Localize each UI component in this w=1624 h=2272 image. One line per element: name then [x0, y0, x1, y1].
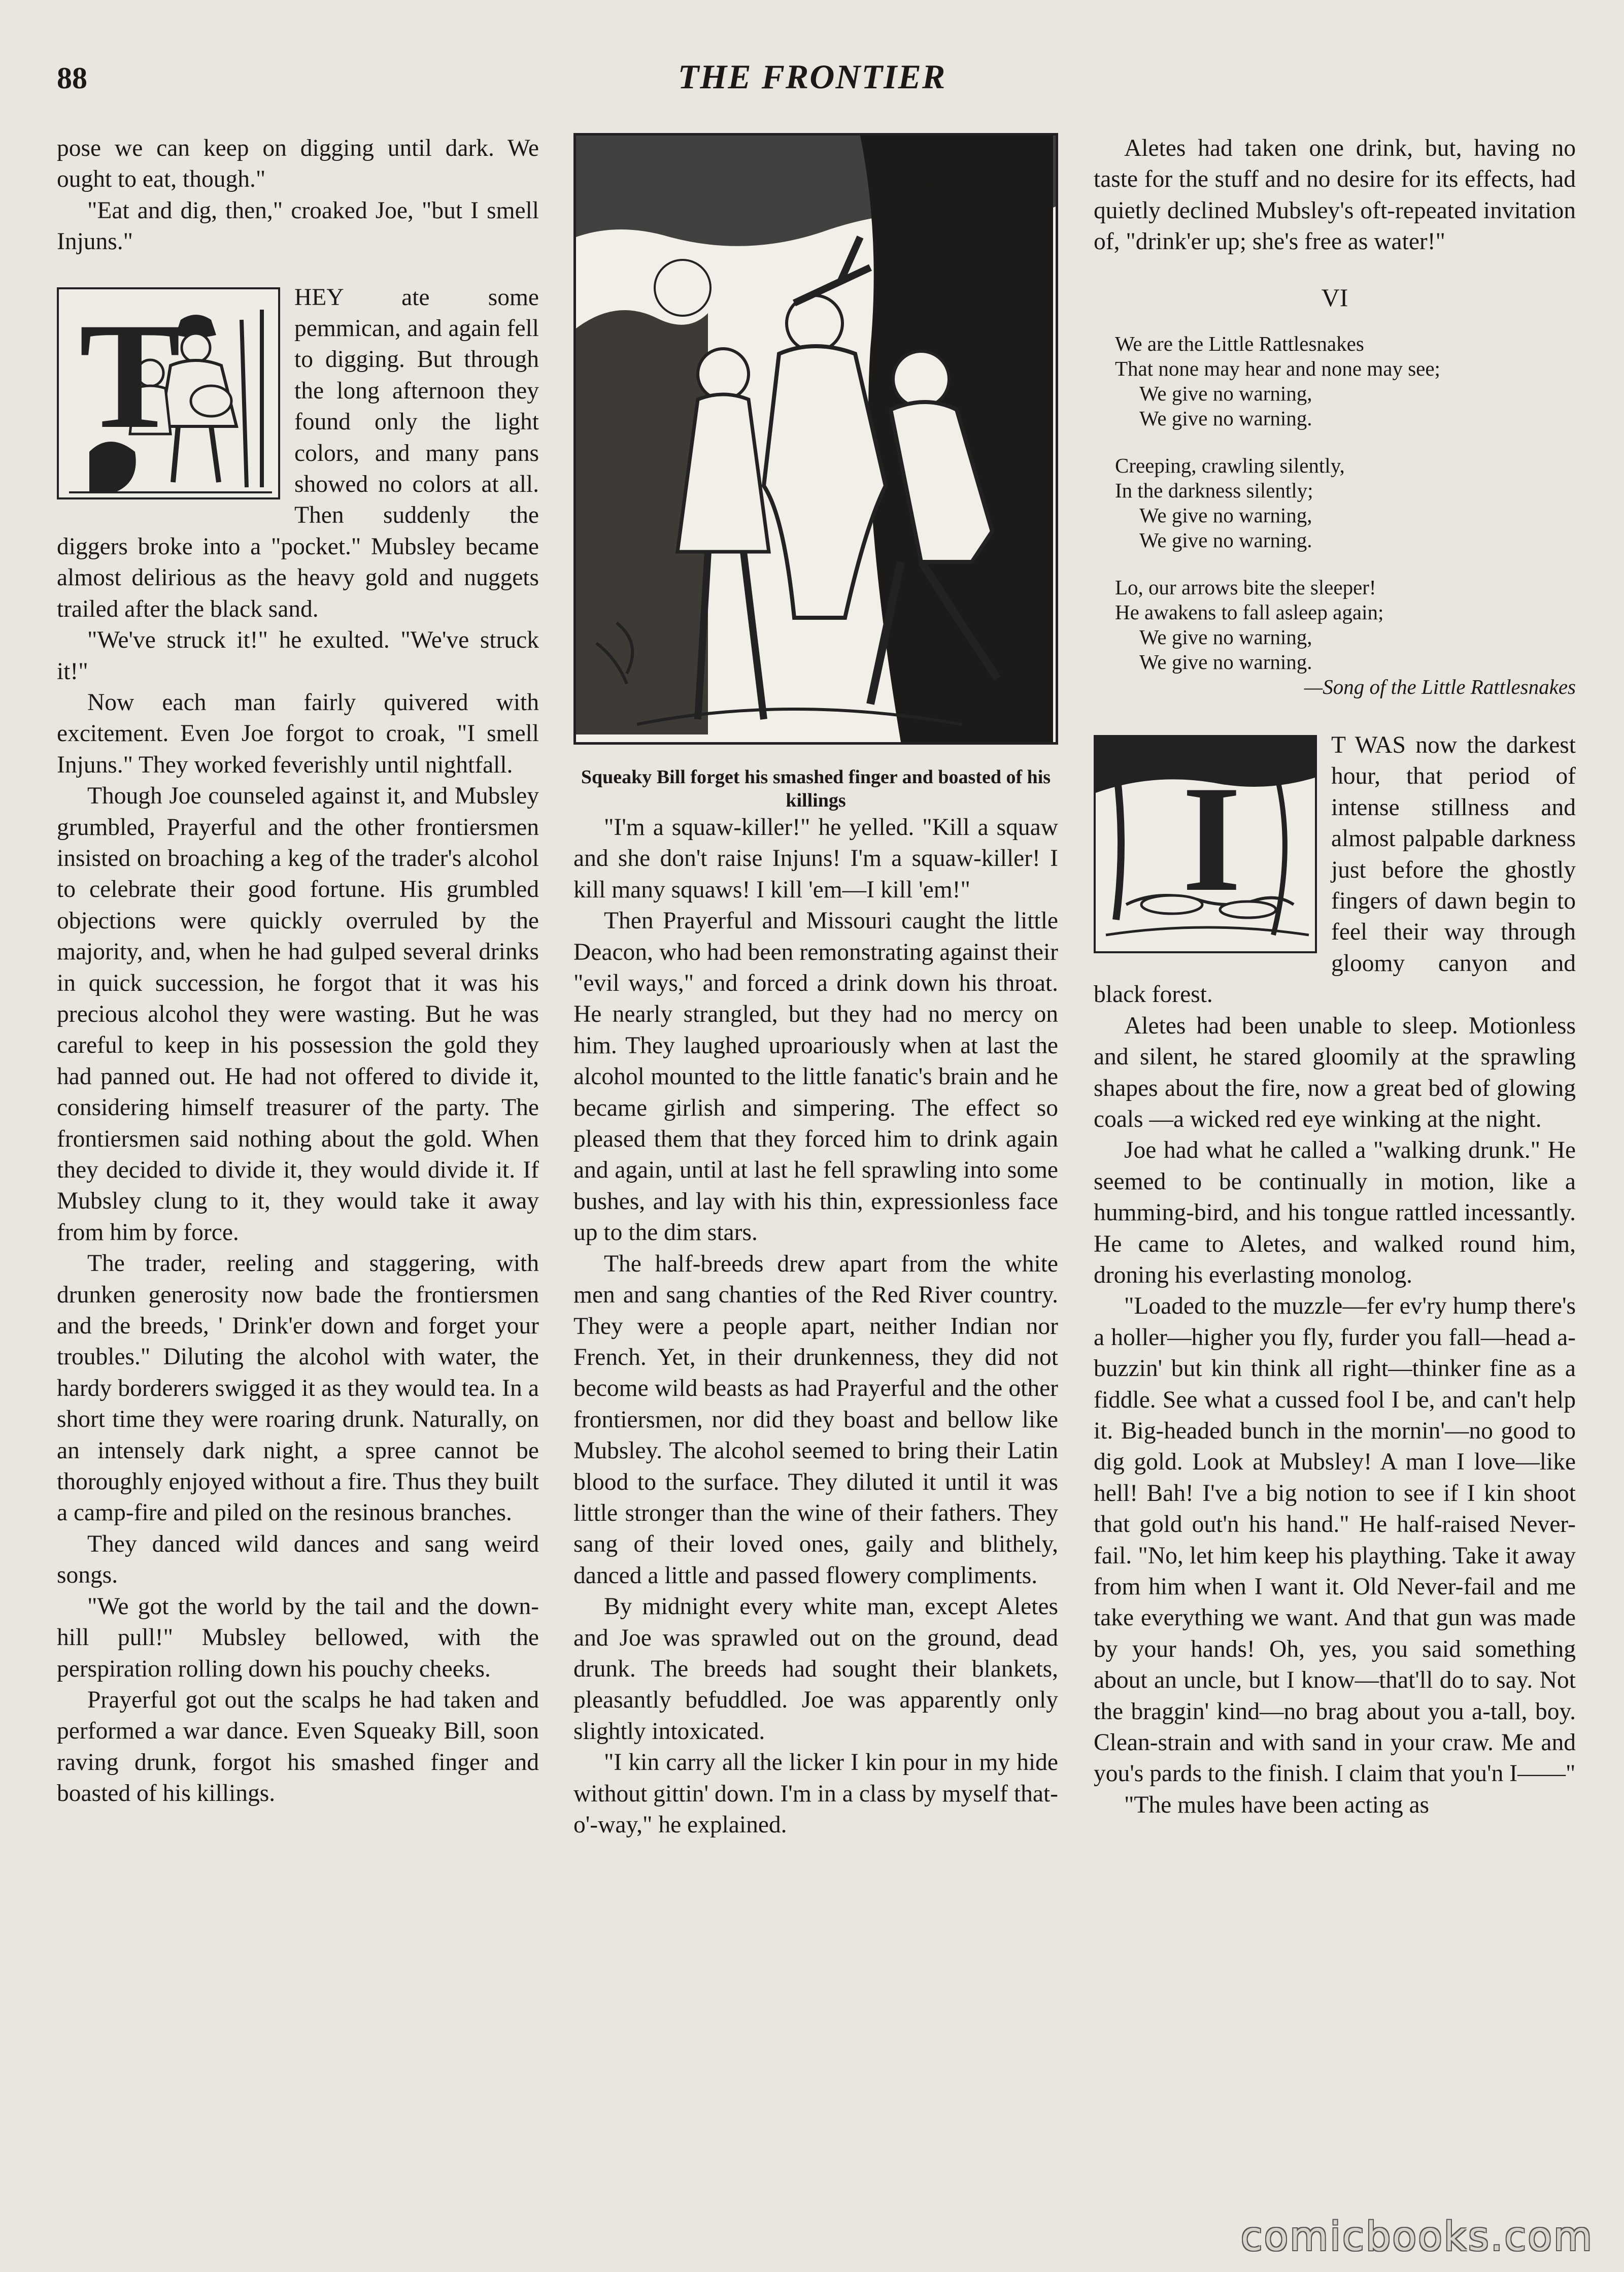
paragraph: Joe had what he called a "walking drunk." He seemed to be continually in motion, like a humming-bird, and his tongue rattled incessantly. He came to Aletes, and walked round him, droning his everlasting monolog. — [1094, 1137, 1576, 1288]
poem-line: He awakens to fall asleep again; — [1115, 600, 1384, 624]
poem-line: We give no warning. — [1139, 407, 1312, 430]
dropcap-letter: T — [79, 291, 181, 460]
dropcap-illustration — [1094, 735, 1317, 953]
paragraph: "The mules have been acting as — [1124, 1791, 1430, 1818]
poem-line: Lo, our arrows bite the sleeper! — [1115, 576, 1376, 599]
paragraph: Though Joe counseled against it, and Mubsley grumbled, Prayerful and the other frontiersmen insisted on broaching a keg of the trader's alcohol to celebrate their good fortune. His grumbled objections were quickly overruled by the majority, and, when he had gulped several drinks in quick succession, he forgot that it was his precious alcohol they were wasting. But he was careful to keep in his possession the gold they had panned out. He had not offered to divide it, considering himself treasurer of the party. The frontiersmen said nothing about the gold. When they decided to divide it, they would divide it. If Mubsley clung to it, they would take it away from him by force. — [57, 783, 539, 1246]
poem-stanza — [1115, 575, 1576, 699]
dropcap-letter: I — [1182, 754, 1241, 923]
story-illustration — [573, 133, 1058, 745]
poem-attribution: —Song of the Little Rattlesnakes — [1304, 675, 1576, 699]
running-head-title: THE FRONTIER — [678, 57, 946, 96]
section-number: VI — [1321, 283, 1348, 312]
paragraph: They danced wild dances and sang weird songs. — [57, 1530, 539, 1589]
poem-line: We give no warning, — [1139, 382, 1312, 406]
paragraph: pose we can keep on digging until dark. We ought to eat, though." — [57, 135, 539, 193]
poem-line: We give no warning. — [1139, 650, 1312, 674]
paragraph: By midnight every white man, except Aletes and Joe was sprawled out on the ground, dead drunk. The breeds had sought their blankets, pleasantly befuddled. Joe was apparently only slightly intoxicated. — [573, 1593, 1058, 1745]
paragraph: Now each man fairly quivered with excitement. Even Joe forgot to croak, "I smell Injuns." They worked feverishly until nightfall. — [57, 689, 539, 778]
paragraph: Prayerful got out the scalps he had taken and performed a war dance. Even Squeaky Bill, soon raving drunk, forgot his smashed finger and boasted of his killings. — [57, 1686, 539, 1807]
column-1 — [57, 133, 539, 1810]
paragraph: Then Prayerful and Missouri caught the little Deacon, who had been remonstrating against their "evil ways," and forced a drink down his throat. He nearly strangled, but they had no mercy on him. They laughed uproariously when at last the alcohol mounted to the little fanatic's brain and he became girlish and simpering. The effect so pleased them that they forced him to drink again and again, until at last he fell sprawling into some bushes, and lay with his thin, expressionless face up to the dim stars. — [573, 908, 1058, 1246]
paragraph: "We got the world by the tail and the down-hill pull!" Mubsley bellowed, with the perspiration rolling down his pouchy cheeks. — [57, 1593, 539, 1682]
poem-stanza — [1115, 453, 1576, 553]
paragraph: "I kin carry all the licker I kin pour in my hide without gittin' down. I'm in a class by myself that-o'-way," he explained. — [573, 1749, 1058, 1838]
page-number: 88 — [57, 61, 87, 95]
paragraph: "Loaded to the muzzle—fer ev'ry hump there's a holler—higher you fly, furder you fall—head a-buzzin' but kin think all right—thinker fine as a fiddle. See what a cussed fool I be, and can't help it. Big-headed bunch in the mornin'—no good to dig gold. Look at Mubsley! A man I love—like hell! Bah! I've a big notion to see if I kin shoot that gold out'n his hand." He half-raised Never-fail. "No, let him keep his plaything. Take it away from him when I want it. Old Never-fail and me take everything we want. And that gun was made by your hands! Oh, yes, you said something about an uncle, but I know—that'll do to say. Not the braggin' kind—no brag about you a-tall, boy. Clean-strain and with sand in your craw. Me and you's pards to the finish. I claim that you'n I——" — [1094, 1293, 1576, 1787]
poem-line: Creeping, crawling silently, — [1115, 454, 1345, 478]
poem-line: We are the Little Rattlesnakes — [1115, 332, 1364, 356]
paragraph: "Eat and dig, then," croaked Joe, "but I smell Injuns." — [57, 197, 539, 255]
paragraph: "I'm a squaw-killer!" he yelled. "Kill a squaw and she don't raise Injuns! I'm a squaw-killer! I kill many squaws! I kill 'em—I kill 'em!" — [573, 814, 1058, 903]
poem-line: We give no warning. — [1139, 528, 1312, 552]
paragraph: Aletes had taken one drink, but, having no taste for the stuff and no desire for its effects, had quietly declined Mubsley's oft-repeated invitation of, "drink'er up; she's free as water!" — [1094, 135, 1576, 255]
column-2 — [573, 812, 1058, 1841]
poem — [1115, 331, 1576, 699]
poem-stanza — [1115, 331, 1576, 431]
paragraph: "We've struck it!" he exulted. "We've struck it!" — [57, 627, 539, 685]
poem-line: That none may hear and none may see; — [1115, 357, 1440, 381]
dropcap-illustration — [57, 287, 280, 499]
poem-line: We give no warning, — [1139, 625, 1312, 649]
paragraph: T WAS now the darkest hour, that period of intense stillness and almost palpable darkness just before the ghostly fingers of dawn begin to feel their way through gloomy canyon and black forest. — [1094, 732, 1576, 1008]
paragraph: Aletes had been unable to sleep. Motionless and silent, he stared gloomily at the sprawling shapes about the fire, now a great bed of glowing coals —a wicked red eye winking at the night. — [1094, 1012, 1576, 1132]
paragraph: HEY ate some pemmican, and again fell to digging. But through the long afternoon they found only the light colors, and many pans showed no colors at all. Then suddenly the diggers broke into a "pocket." Mubsley became almost delirious as the heavy gold and nuggets trailed after the black sand. — [57, 284, 539, 622]
watermark: comicbooks.com — [1240, 2214, 1594, 2260]
poem-line: We give no warning, — [1139, 504, 1312, 527]
column-3 — [1094, 133, 1576, 1821]
illustration-caption: Squeaky Bill forget his smashed finger and boasted of his killings — [581, 766, 1051, 811]
poem-line: In the darkness silently; — [1115, 479, 1313, 503]
paragraph: The trader, reeling and staggering, with drunken generosity now bade the frontiersmen and the breeds, ' Drink'er down and forget your troubles." Diluting the alcohol with water, the hardy borderers swigged it as they would tea. In a short time they were roaring drunk. Naturally, on an intensely dark night, a spree cannot be thoroughly enjoyed without a fire. Thus they built a camp-fire and piled on the resinous branches. — [57, 1250, 539, 1526]
paragraph: The half-breeds drew apart from the white men and sang chanties of the Red River country. They were a people apart, neither Indian nor French. Yet, in their drunkenness, they did not become wild beasts as had Prayerful and the other frontiersmen, nor did they boast and bellow like Mubsley. The alcohol seemed to bring their Latin blood to the surface. They diluted it until it was little stronger than the wine of their fathers. They sang of their loved ones, gaily and blithely, danced a little and passed flowery compliments. — [573, 1250, 1058, 1589]
campfire-dance-illustration — [576, 136, 1056, 742]
